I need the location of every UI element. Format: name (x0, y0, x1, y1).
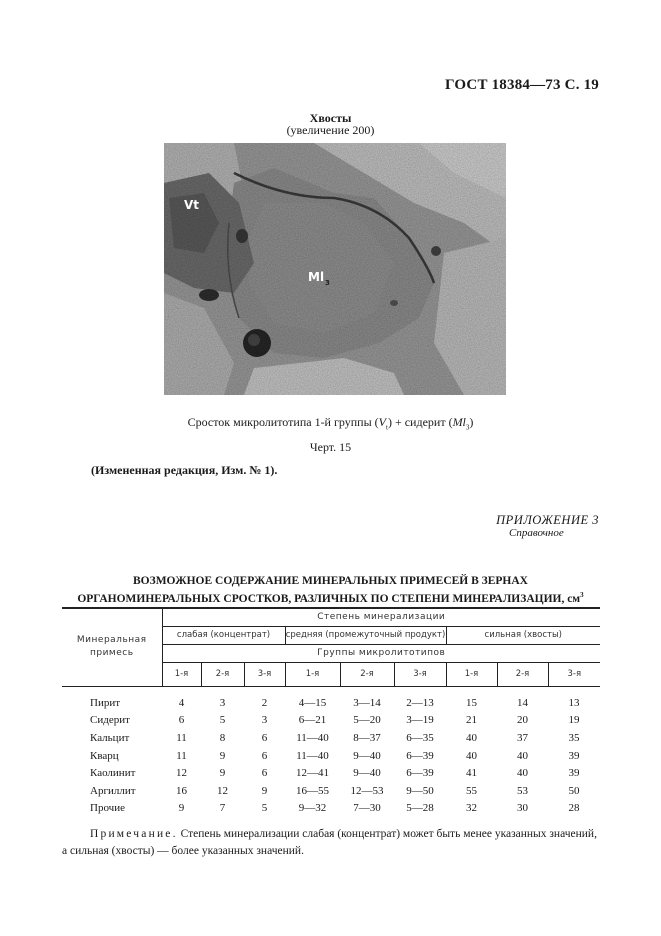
header-degree-medium: средняя (промежуточный продукт) (285, 626, 446, 644)
micrograph-label-vt: Vt (184, 198, 200, 212)
table-row (62, 764, 600, 782)
table-cell: 6 (261, 767, 268, 780)
table-cell: 53 (517, 784, 528, 797)
table-cell: 6—35 (406, 731, 434, 744)
row-name: Кальцит (90, 731, 130, 744)
figure-magnification: (увеличение 200) (286, 123, 375, 137)
document-reference: ГОСТ 18384—73 С. 19 (445, 77, 599, 93)
table-cell: 11 (176, 749, 187, 762)
table-cell: 5 (219, 714, 226, 727)
group-label: 2-я (497, 662, 548, 686)
table-cell: 4 (178, 696, 185, 709)
table-cell: 9 (261, 784, 268, 797)
mineral-table (62, 607, 600, 817)
table-cell: 16—55 (296, 784, 329, 797)
table-cell: 9 (178, 802, 185, 815)
table-cell: 3—14 (353, 696, 381, 709)
table-cell: 12—53 (350, 784, 384, 797)
figure-caption: Сросток микролитотипа 1-й группы $(V_t)$ + сидерит $(Ml_3)$ (187, 415, 474, 432)
group-label: 3-я (394, 662, 446, 686)
group-label: 1-я (446, 662, 497, 686)
table-cell: 12 (217, 784, 228, 797)
table-cell: 40 (517, 749, 528, 762)
table-cell: 7—30 (353, 802, 381, 815)
table-cell: 35 (568, 731, 580, 744)
row-name: Пирит (90, 696, 121, 709)
row-name: Кварц (90, 749, 119, 762)
table-cell: 6 (261, 731, 268, 744)
row-name: Каолинит (90, 767, 136, 780)
table-cell: 20 (517, 714, 528, 727)
header-mineral: Минеральная примесь (62, 608, 162, 686)
table-cell: 2 (261, 696, 268, 709)
table-row (62, 712, 600, 730)
micrograph-label-ml3-sub: 3 (325, 279, 330, 287)
group-label: 3-я (244, 662, 285, 686)
group-label: 3-я (548, 662, 600, 686)
table-cell: 39 (568, 749, 580, 762)
header-degree: Степень минерализации (162, 608, 600, 626)
table-cell: 8—37 (353, 731, 381, 744)
table-cell: 5—20 (353, 714, 381, 727)
table-cell: 40 (517, 767, 528, 780)
table-cell: 6—21 (298, 714, 327, 727)
table-cell: 5 (261, 802, 268, 815)
table-cell: 4—15 (298, 696, 327, 709)
table-row (62, 694, 600, 712)
figure-number: Черт. 15 (309, 440, 352, 454)
micrograph-image (164, 143, 506, 395)
group-label: 1-я (162, 662, 201, 686)
table-cell: 16 (176, 784, 187, 797)
table-cell: 11 (176, 731, 187, 744)
table-cell: 11—40 (296, 731, 329, 744)
table-cell: 9—32 (298, 802, 327, 815)
table-note (62, 826, 600, 860)
table-cell: 21 (466, 714, 477, 727)
table-cell: 2—13 (406, 696, 434, 709)
table-cell: 11—40 (296, 749, 329, 762)
micrograph-label-ml3: Ml (308, 270, 325, 284)
table-cell: 19 (568, 714, 580, 727)
table-cell: 40 (466, 749, 477, 762)
table-cell: 15 (466, 696, 477, 709)
group-label: 2-я (201, 662, 244, 686)
table-cell: 6 (261, 749, 268, 762)
row-name: Аргиллит (90, 784, 136, 797)
table-cell: 30 (517, 802, 528, 815)
group-label: 1-я (285, 662, 340, 686)
table-cell: 6 (178, 714, 185, 727)
table-row (62, 747, 600, 765)
table-cell: 37 (517, 731, 528, 744)
table-cell: 9—50 (406, 784, 434, 797)
table-row (62, 800, 600, 818)
appendix-subtitle: Справочное (509, 527, 564, 539)
table-row (62, 729, 600, 747)
table-cell: 12 (176, 767, 187, 780)
table-cell: 39 (568, 767, 580, 780)
header-degree-weak: слабая (концентрат) (162, 626, 285, 644)
group-label: 2-я (340, 662, 394, 686)
table-cell: 13 (568, 696, 580, 709)
table-cell: 55 (466, 784, 477, 797)
table-cell: 9—40 (353, 749, 381, 762)
table-cell: 3 (261, 714, 268, 727)
table-cell: 3—19 (406, 714, 434, 727)
table-cell: 3 (219, 696, 226, 709)
note-label: Примечание. (90, 828, 178, 840)
change-note: (Измененная редакция, Изм. № 1). (91, 463, 278, 477)
table-cell: 7 (219, 802, 226, 815)
note-text: Степень минерализации слабая (концентрат) может быть менее указанных значений, а сильная (хвосты) — более указанных значений. (62, 828, 597, 857)
table-cell: 41 (466, 767, 477, 780)
appendix-title: ПРИЛОЖЕНИЕ 3 (496, 513, 599, 527)
table-cell: 12—41 (296, 767, 329, 780)
table-cell: 9 (219, 767, 226, 780)
header-groups: Группы микролитотипов (162, 644, 600, 662)
table-cell: 14 (517, 696, 528, 709)
table-cell: 32 (466, 802, 477, 815)
table-cell: 9 (219, 749, 226, 762)
table-row (62, 782, 600, 800)
header-degree-strong: сильная (хвосты) (446, 626, 600, 644)
row-name: Прочие (90, 802, 125, 815)
table-cell: 50 (568, 784, 580, 797)
table-cell: 9—40 (353, 767, 381, 780)
table-cell: 8 (219, 731, 226, 744)
figure-title: Хвосты (309, 111, 352, 125)
table-cell: 6—39 (406, 749, 434, 762)
row-name: Сидерит (90, 714, 130, 727)
table-title: ВОЗМОЖНОЕ СОДЕРЖАНИЕ МИНЕРАЛЬНЫХ ПРИМЕСЕЙ В ЗЕРНАХ ОРГАНОМИНЕРАЛЬНЫХ СРОСТКОВ, РАЗЛИЧНЫХ ПО СТЕПЕНИ МИНЕРАЛИЗАЦИИ, $см^3$ (77, 575, 584, 605)
table-cell: 5—28 (406, 802, 434, 815)
table-cell: 6—39 (406, 767, 434, 780)
table-cell: 40 (466, 731, 477, 744)
table-cell: 28 (568, 802, 580, 815)
